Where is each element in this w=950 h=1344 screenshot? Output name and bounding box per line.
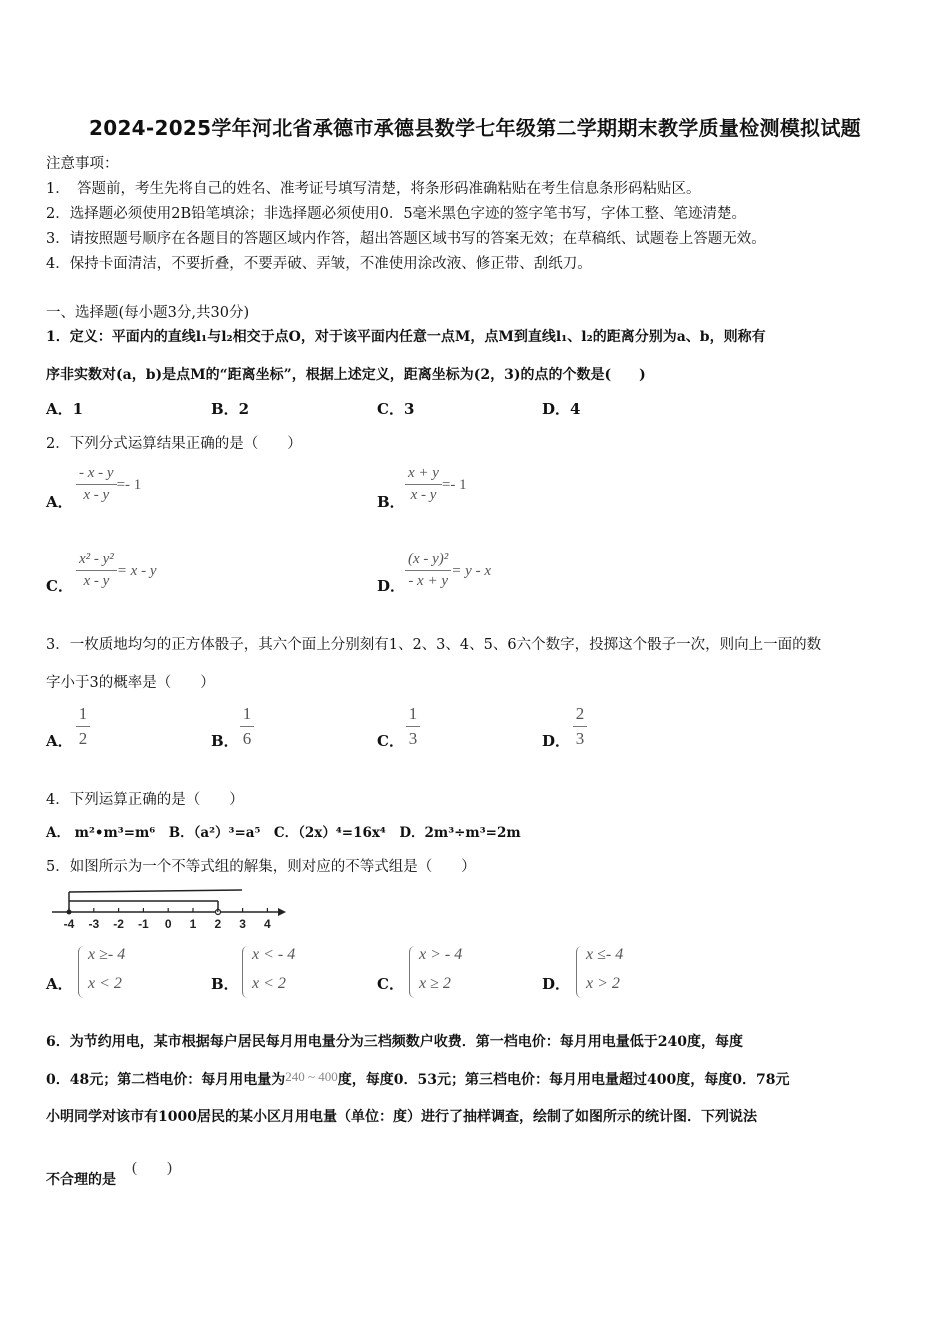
note-item-3: 3．请按照题号顺序在各题目的答题区域内作答，超出答题区域书写的答案无效；在草稿纸、试题卷上答题无效。 bbox=[46, 231, 766, 247]
q3-fraction-d: 2 3 bbox=[573, 704, 587, 749]
q6-line4: 不合理的是 bbox=[46, 1172, 116, 1188]
number-line-figure bbox=[50, 884, 290, 932]
q6-line3: 小明同学对该市有1000居民的某小区月用电量（单位：度）进行了抽样调查，绘制了如图所示的统计图．下列说法 bbox=[46, 1109, 757, 1125]
note-item-4: 4．保持卡面清洁，不要折叠，不要弄破、弄皱，不准使用涂改液、修正带、刮纸刀。 bbox=[46, 256, 592, 272]
tick-label: 1 bbox=[189, 917, 197, 931]
tick-label: 2 bbox=[214, 917, 222, 931]
q4-options: A． m²•m³=m⁶ B．（a²）³=a⁵ C．（2x）⁴=16x⁴ D．2m³÷m³=2m bbox=[46, 825, 521, 841]
q5-system-a: x ≥- 4 x < 2 bbox=[78, 944, 158, 1000]
solution-bracket-top-1 bbox=[69, 890, 242, 892]
notes-heading: 注意事项： bbox=[46, 156, 119, 172]
q5-label-d: D． bbox=[542, 975, 571, 993]
q2-b-denominator: x - y bbox=[410, 487, 437, 503]
q2-a-denominator: x - y bbox=[83, 487, 110, 503]
q5-system-d: x ≤- 4 x > 2 bbox=[576, 944, 656, 1000]
q2-option-d-expression bbox=[405, 551, 491, 590]
q2-d-numerator: (x - y)² bbox=[405, 551, 451, 571]
tick-label: 3 bbox=[239, 917, 246, 931]
q2-label-c: C． bbox=[46, 577, 73, 595]
q5-label-c: C． bbox=[377, 975, 404, 993]
q2-option-a-expression bbox=[76, 465, 141, 504]
tick-label: -2 bbox=[113, 917, 124, 931]
q5-stem: 5．如图所示为一个不等式组的解集，则对应的不等式组是（ ） bbox=[46, 859, 476, 875]
q3-fraction-b: 1 6 bbox=[240, 704, 254, 749]
q2-c-denominator: x - y bbox=[83, 573, 110, 589]
q3-label-b: B． bbox=[211, 732, 239, 750]
q1-option-b: B．2 bbox=[211, 400, 250, 418]
q4-stem: 4．下列运算正确的是（ ） bbox=[46, 792, 244, 808]
q6-answer-paren: ( ) bbox=[132, 1160, 172, 1176]
q3-label-a: A． bbox=[46, 732, 73, 750]
q2-label-d: D． bbox=[377, 577, 406, 595]
q6-line1: 6．为节约用电，某市根据每户居民每月用电量分为三档频数户收费．第一档电价：每月用电量低于240度，每度 bbox=[46, 1034, 743, 1050]
q1-option-c: C．3 bbox=[377, 400, 415, 418]
q1-line2: 序非实数对(a，b)是点M的“距离坐标”，根据上述定义，距离坐标为(2，3)的点的个数是( ) bbox=[46, 367, 646, 383]
q3-fraction-c: 1 3 bbox=[406, 704, 420, 749]
q5-system-b: x < - 4 x < 2 bbox=[242, 944, 322, 1000]
q1-option-a: A．1 bbox=[46, 400, 84, 418]
q2-b-rhs: =- 1 bbox=[441, 477, 467, 493]
q2-d-denominator: - x + y bbox=[408, 573, 448, 589]
tick-label: -3 bbox=[88, 917, 100, 931]
q2-c-rhs: = x - y bbox=[116, 563, 157, 579]
q5-label-a: A． bbox=[46, 975, 73, 993]
q3-fraction-a: 1 2 bbox=[76, 704, 90, 749]
q3-line1: 3．一枚质地均匀的正方体骰子，其六个面上分别刻有1、2、3、4、5、6六个数字，投掷这个骰子一次，则向上一面的数 bbox=[46, 637, 822, 653]
q2-option-b-expression bbox=[405, 465, 467, 504]
q2-b-numerator: x + y bbox=[405, 465, 442, 485]
q3-label-d: D． bbox=[542, 732, 571, 750]
q6-line2: 0．48元；第二档电价：每月用电量为240 ~ 400度，每度0．53元；第三档电价：每月用电量超过400度，每度0．78元 bbox=[46, 1069, 790, 1088]
tick-label: 4 bbox=[264, 917, 271, 931]
q2-label-b: B． bbox=[377, 493, 405, 511]
q2-c-numerator: x² - y² bbox=[76, 551, 117, 571]
q2-a-rhs: =- 1 bbox=[116, 477, 142, 493]
q2-d-rhs: = y - x bbox=[451, 563, 491, 579]
note-item-1: 1． 答题前，考生先将自己的姓名、准考证号填写清楚，将条形码准确粘贴在考生信息条形码粘贴区。 bbox=[46, 181, 701, 197]
q6-range: 240 ~ 400 bbox=[285, 1069, 338, 1084]
section-heading: 一、选择题(每小题3分,共30分) bbox=[46, 305, 250, 321]
page-title: 2024-2025学年河北省承德市承德县数学七年级第二学期期末教学质量检测模拟试题 bbox=[89, 116, 861, 140]
q3-line2: 字小于3的概率是（ ） bbox=[46, 675, 215, 691]
tick-label: -1 bbox=[138, 917, 149, 931]
tick-label: 0 bbox=[164, 917, 172, 931]
q1-option-d: D．4 bbox=[542, 400, 581, 418]
q2-option-c-expression bbox=[76, 551, 157, 590]
q3-label-c: C． bbox=[377, 732, 404, 750]
q5-system-c: x > - 4 x ≥ 2 bbox=[409, 944, 489, 1000]
note-item-2: 2．选择题必须使用2B铅笔填涂；非选择题必须使用0．5毫米黑色字迹的签字笔书写，字体工整、笔迹清楚。 bbox=[46, 206, 747, 222]
q2-a-numerator: - x - y bbox=[76, 465, 117, 485]
arrow-icon bbox=[278, 908, 286, 916]
tick-label: -4 bbox=[63, 917, 75, 931]
q2-stem: 2．下列分式运算结果正确的是（ ） bbox=[46, 436, 302, 452]
q2-label-a: A． bbox=[46, 493, 73, 511]
q1-line1: 1．定义：平面内的直线l₁与l₂相交于点O，对于该平面内任意一点M，点M到直线l₁、l₂的距离分别为a、b，则称有 bbox=[46, 329, 766, 345]
q5-label-b: B． bbox=[211, 975, 239, 993]
